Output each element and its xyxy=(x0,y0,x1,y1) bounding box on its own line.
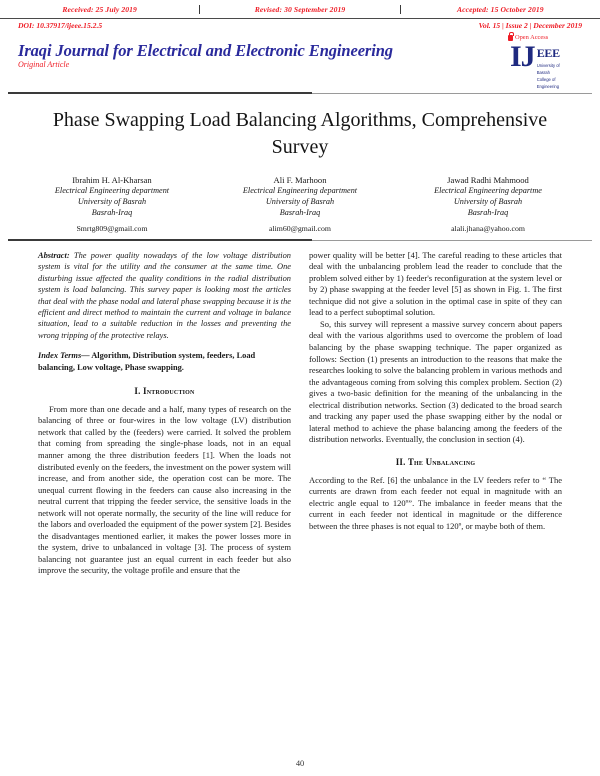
volume-issue-text: Vol. 15 | Issue 2 | December 2019 xyxy=(478,21,582,30)
received-date: Received: 25 July 2019 xyxy=(62,4,137,14)
left-column xyxy=(38,250,291,577)
introduction-paragraph-3: So, this survey will represent a massive survey concern about papers deal with the various algorithms used to overcome the problem of load balancing by the phase swapping technique. The paper organized as follows: Section (1) presents an introduction to the reasons that make the researches looking to solve the balancing problem in various methods and the advantageous coming from solving this complex problem. Section (2) gives a two-basic definition for the meaning of the unbalancing in the electrical distribution networks. Section (3) dedicated to the broad search and tracking any paper used the phase swapping either by the nodal or lateral method to achieve the phase balancing among the feeders of the distribution networks. Eventually, the conclusion in section (4). xyxy=(309,318,562,445)
logo-right-group xyxy=(537,44,560,90)
section-heading-unbalancing: II. The Unbalancing xyxy=(395,456,476,467)
author-column-3 xyxy=(394,175,582,235)
right-column xyxy=(309,250,562,577)
article-type-label: Original Article xyxy=(18,60,70,70)
author-department: Electrical Engineering department xyxy=(242,186,358,196)
open-lock-icon xyxy=(508,35,513,41)
introduction-paragraph-2: power quality will be better [4]. The careful reading to these articles that deal with the unbalancing problem lead the reader to conclude that the problem solved either by 1) feeder's reconfiguration at the system level or by 2) phase swapping at the feeder level [5] as shown in Fig. 1. The first technique did not give a solution in the optimal case in spite of they can lead to a perfect suboptimal solution. xyxy=(309,249,562,318)
revised-date: Revised: 30 September 2019 xyxy=(199,5,400,14)
open-access-label: Open Access xyxy=(515,34,549,41)
journal-masthead xyxy=(0,30,600,92)
author-name: Ali F. Marhoon xyxy=(273,174,327,185)
author-block xyxy=(18,175,582,235)
divider-left-segment xyxy=(8,239,312,241)
author-email[interactable]: Smrtg809@gmail.com xyxy=(76,224,148,234)
journal-logo-block xyxy=(504,34,590,90)
divider-right-segment xyxy=(312,93,592,94)
author-name: Jawad Radhi Mahmood xyxy=(447,174,529,185)
logo-ij-text: IJ xyxy=(510,40,535,73)
author-university: University of Basrah xyxy=(77,197,147,207)
submission-status-bar xyxy=(0,0,600,19)
author-department: Electrical Engineering department xyxy=(54,186,170,196)
doi-text[interactable]: DOI: 10.37917/ijeee.15.2.5 xyxy=(18,21,103,30)
logo-eee-text: EEE xyxy=(536,46,560,60)
logo-sub-line-4: Engineering xyxy=(536,84,560,90)
logo-sub-line-2: Basrah xyxy=(536,70,550,76)
index-terms-paragraph xyxy=(38,350,291,373)
author-email[interactable]: alali.jhana@yahoo.com xyxy=(451,224,525,234)
unbalancing-paragraph-1: According to the Ref. [6] the unbalance in the LV feeders refer to “ The currents are drawn from each feeder not equal in magnitude with an electric angle equal to 120º”. The imbalance in feeder means that the current in each feeder not identical in magnitude or the difference between the three phases is not equal to 120º, or maybe both of them. xyxy=(309,474,562,531)
body-columns xyxy=(38,250,562,577)
accepted-date: Accepted: 15 October 2019 xyxy=(457,4,544,14)
index-terms-label: Index Terms— xyxy=(38,351,90,361)
introduction-paragraph-1: From more than one decade and a half, many types of research on the balancing of three or four-wires in the low voltage (LV) distribution network that called by the (feeders) were carried. It solved the problem that coming from spreading the single-phase loads, not in an equal manner among the three distribution feeders [1]. When the loads not distributed evenly on the feeders, the investment on the power system will increase, and from another side, the operation cost can be more. The unequal current flowing in the feeders can cause also increasing in the neutral current that tripping the feeder service, the sensitive loads in the network will not operate normally, the security of the line will reduce for the labors and overloaded the equipment of the power system [2]. Besides the disadvantages mentioned earlier, it makes the power losses more in the system, drive to unbalanced in voltage [3]. The process of system balancing not guarantee just an equal current in each feeder but also improve the security, the voltage profile and ensure that the xyxy=(38,403,291,576)
page-title: Phase Swapping Load Balancing Algorithms, Comprehensive Survey xyxy=(52,109,548,158)
author-email[interactable]: alim60@gmail.com xyxy=(269,224,331,234)
author-university: University of Basrah xyxy=(453,197,523,207)
abstract-text: The power quality nowadays of the low voltage distribution system is vital for the utility and the consumer at the same time. One disturbing issue affected the quality conditions in the radial distribution system is load balancing. This survey paper is looking most the articles that deal with the phase nodal and lateral phase swapping because it is the efficient and direct method to maintain the current and voltage in balance situation, lead to a suitable reduction in the losses and preventing the wrong tripping of the protective relays. xyxy=(38,250,291,340)
masthead-divider xyxy=(8,92,592,94)
author-column-1 xyxy=(18,175,206,235)
page-number: 40 xyxy=(295,759,305,768)
author-name: Ibrahim H. Al-Kharsan xyxy=(72,174,152,185)
author-city: Basrah-Iraq xyxy=(279,208,321,218)
logo-sub-line-1: University of xyxy=(536,63,560,68)
divider-left-segment xyxy=(8,92,312,94)
abstract-paragraph xyxy=(38,250,291,341)
ijeee-logo xyxy=(510,40,590,90)
author-city: Basrah-Iraq xyxy=(467,208,509,218)
abstract-label: Abstract: xyxy=(38,250,70,260)
author-city: Basrah-Iraq xyxy=(91,208,133,218)
journal-title: Iraqi Journal for Electrical and Electronic Engineering xyxy=(18,41,393,60)
logo-sub-line-3: College of xyxy=(536,77,556,83)
author-column-2 xyxy=(206,175,394,235)
index-terms-text: Algorithm, Distribution system, feeders, Load balancing, Low voltage, Phase swapping. xyxy=(38,351,256,372)
divider-right-segment xyxy=(312,240,592,241)
authors-divider xyxy=(8,239,592,241)
section-heading-introduction: I. Introduction xyxy=(134,385,195,396)
doi-volume-row xyxy=(0,19,600,30)
author-department: Electrical Engineering departme xyxy=(434,186,542,196)
author-university: University of Basrah xyxy=(265,197,335,207)
